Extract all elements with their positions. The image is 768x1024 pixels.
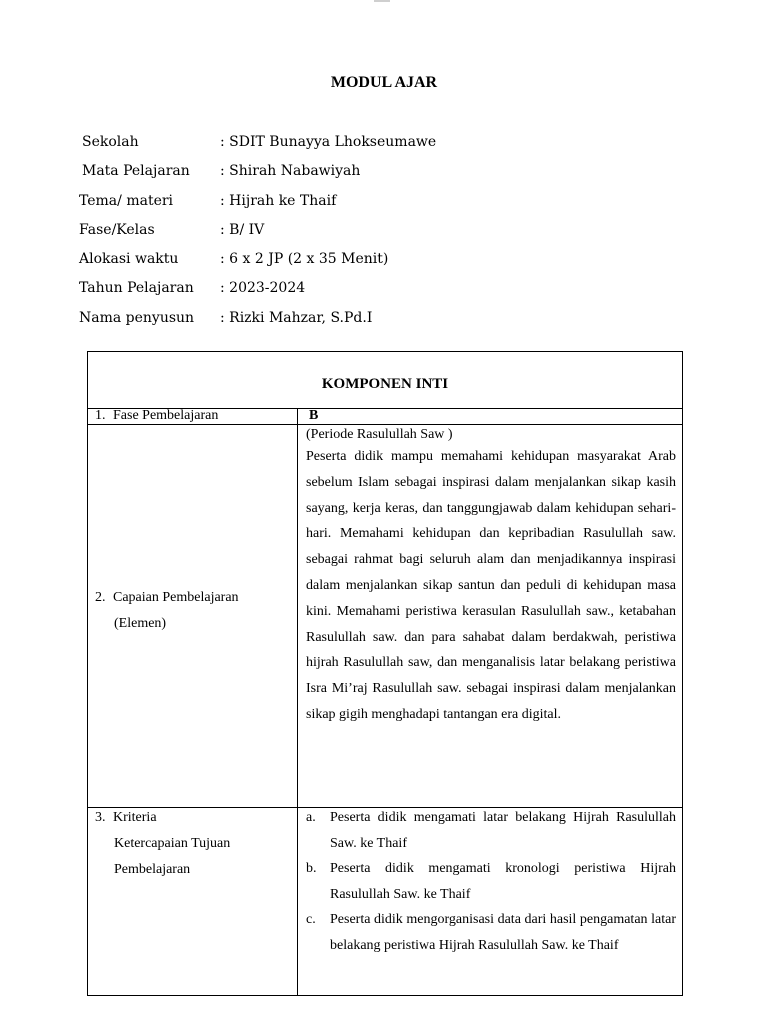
meta-label: Nama penyusun [79, 309, 195, 326]
row-label-sub: Ketercapaian Tujuan [114, 836, 231, 851]
kriteria-list [306, 805, 676, 958]
row-label-sub: Pembelajaran [114, 862, 191, 877]
list-marker: b. [306, 861, 317, 876]
meta-label: Sekolah [82, 134, 139, 150]
meta-label: Tema/ materi [79, 192, 174, 209]
document-title: MODUL AJAR [330, 74, 438, 91]
list-item [306, 805, 676, 856]
capaian-text: Peserta didik mampu memahami kehidupan masyarakat Arab sebelum Islam sebagai inspirasi dalam menjalankan sikap kasih sayang, kerja keras, dan tanggungjawab dalam kehidupan sehari-hari. Memahami kehidupan dan kepribadian Rasulullah saw. sebagai rahmat bagi seluruh alam dan menjadikannya inspirasi dalam menjalankan sikap santun dan peduli di kehidupan masa kini. Memahami peristiwa kerasulan Rasulullah saw., ketabahan Rasulullah saw. dan para sahabat dalam berdakwah, peristiwa hijrah Rasulullah saw, dan menganalisis latar belakang peristiwa Isra Mi’raj Rasulullah saw. sebagai inspirasi dalam menjalankan sikap gigih menghadapi tantangan era digital. [306, 449, 676, 722]
row-label: Fase Pembelajaran [113, 408, 219, 423]
meta-label: Fase/Kelas [79, 221, 155, 238]
list-item [306, 907, 676, 958]
table-row-capaian [95, 585, 239, 637]
list-item-text: Peserta didik mengorganisasi data dari hasil pengamatan latar belakang peristiwa Hijrah Rasulullah Saw. ke Thaif [330, 912, 676, 953]
page-top-mark [374, 0, 390, 2]
list-marker: a. [306, 810, 316, 825]
meta-label: Mata Pelajaran [82, 163, 190, 180]
meta-value: : 2023-2024 [220, 280, 306, 297]
row-label: Capaian Pembelajaran [113, 590, 239, 605]
meta-value: : 6 x 2 JP (2 x 35 Menit) [220, 251, 389, 268]
row-value: B [309, 408, 319, 423]
list-item [306, 856, 676, 907]
row-label: Kriteria [113, 810, 157, 825]
row-label-sub: (Elemen) [114, 616, 167, 631]
row-number: 2. [95, 590, 106, 605]
row-number: 1. [95, 408, 106, 423]
list-item-text: Peserta didik mengamati kronologi peristiwa Hijrah Rasulullah Saw. ke Thaif [330, 861, 676, 902]
row-number: 3. [95, 810, 106, 825]
list-marker: c. [306, 912, 316, 927]
table-header: KOMPONEN INTI [321, 376, 449, 392]
meta-label: Alokasi waktu [79, 251, 179, 268]
meta-value: : Rizki Mahzar, S.Pd.I [220, 309, 373, 326]
table-divider [88, 424, 682, 425]
list-item-text: Peserta didik mengamati latar belakang Hijrah Rasulullah Saw. ke Thaif [330, 810, 676, 851]
meta-value: : Shirah Nabawiyah [220, 163, 361, 180]
core-component-table [87, 351, 683, 996]
meta-label: Tahun Pelajaran [79, 280, 194, 297]
table-row-fase [95, 408, 218, 424]
meta-value: : Hijrah ke Thaif [220, 192, 337, 209]
table-column-divider [297, 408, 298, 995]
meta-value: : SDIT Bunayya Lhokseumawe [220, 134, 437, 150]
meta-value: : B/ IV [220, 221, 265, 238]
period-label: (Periode Rasulullah Saw ) [306, 427, 453, 442]
capaian-content [306, 426, 676, 728]
table-row-kriteria [95, 805, 230, 883]
